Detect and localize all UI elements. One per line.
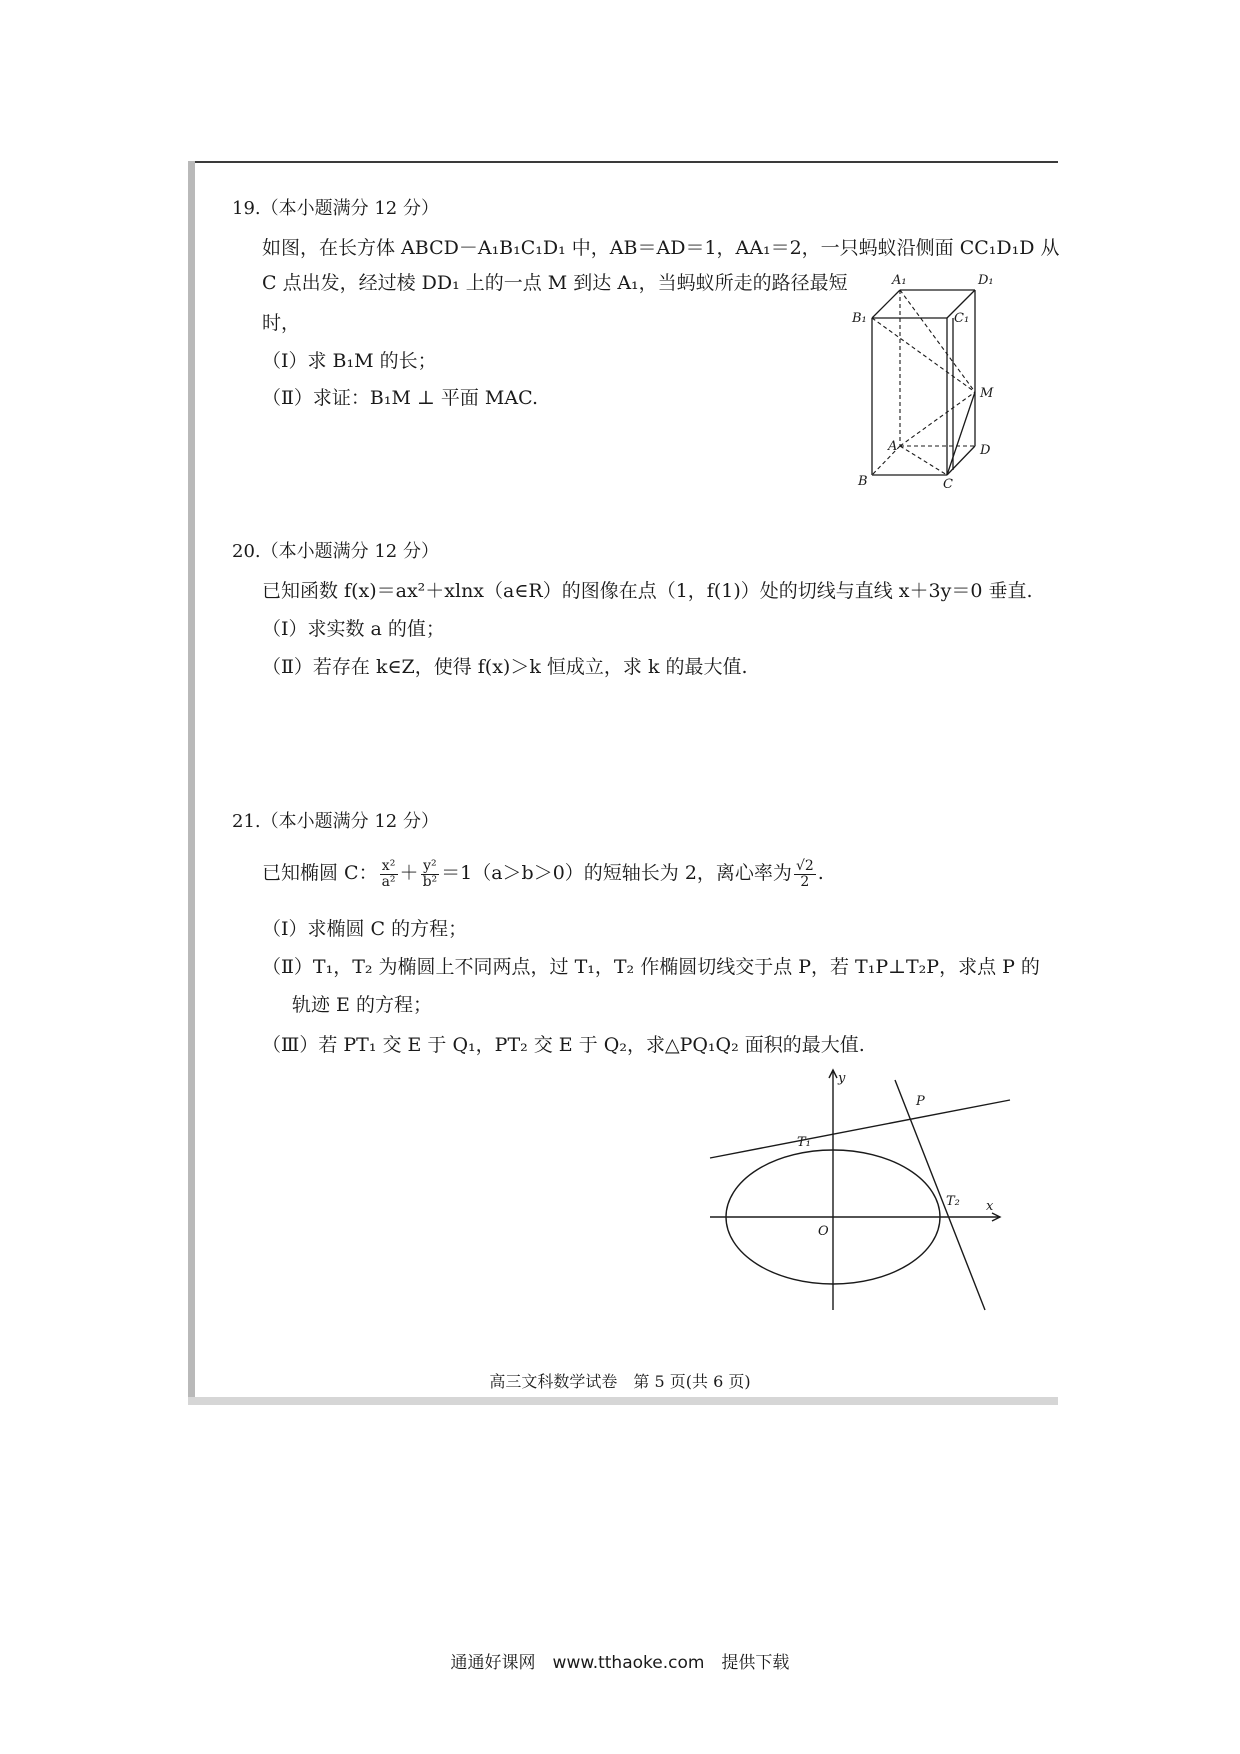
fraction-num: x²: [380, 859, 398, 875]
q19-text-line2: C 点出发，经过棱 DD₁ 上的一点 M 到达 A₁，当蚂蚁所走的路径最短: [262, 272, 848, 294]
cuboid-figure: [850, 270, 1010, 490]
q21-part1: （Ⅰ）求椭圆 C 的方程；: [262, 918, 468, 940]
label-y-axis: y: [838, 1071, 846, 1086]
q21-line1-middle: ＝1（a＞b＞0）的短轴长为 2，离心率为: [441, 862, 792, 884]
q19-header: 19.（本小题满分 12 分）: [232, 198, 439, 219]
fraction-sqrt2-2: [794, 859, 816, 890]
fraction-num: √2: [795, 857, 814, 874]
label-origin: O: [818, 1224, 829, 1239]
q21-part2-line1: （Ⅱ）T₁，T₂ 为椭圆上不同两点，过 T₁，T₂ 作椭圆切线交于点 P，若 T₁P⊥T₂P，求点 P 的: [262, 956, 1040, 978]
fraction-den: b²: [422, 873, 438, 890]
label-B: B: [858, 474, 868, 489]
fraction-num: y²: [421, 859, 440, 875]
label-P: P: [916, 1094, 925, 1109]
source-watermark: 通通好课网 www.tthaoke.com 提供下载: [450, 1653, 790, 1673]
fraction-x2-a2: [380, 859, 398, 890]
q19-part1: （Ⅰ）求 B₁M 的长；: [262, 350, 437, 372]
page-footer: 高三文科数学试卷 第 5 页(共 6 页): [489, 1372, 751, 1391]
label-D: D: [980, 443, 991, 458]
fraction-den: 2: [800, 873, 810, 890]
plus-sign: ＋: [399, 862, 419, 884]
fraction-den: a²: [381, 873, 396, 890]
q20-part1: （Ⅰ）求实数 a 的值；: [262, 618, 445, 640]
label-M: M: [980, 386, 994, 401]
q19-part2: （Ⅱ）求证：B₁M ⊥ 平面 MAC.: [262, 387, 539, 409]
q19-text-line3: 时，: [262, 312, 301, 334]
q20-header: 20.（本小题满分 12 分）: [232, 541, 439, 562]
q19-text-line1: 如图，在长方体 ABCD－A₁B₁C₁D₁ 中，AB＝AD＝1，AA₁＝2，一只蚂蚁沿侧面 CC₁D₁D 从: [262, 237, 1060, 259]
label-A1: A₁: [892, 273, 907, 288]
label-D1: D₁: [978, 273, 994, 288]
q21-part2-line2: 轨迹 E 的方程；: [292, 994, 432, 1016]
label-B1: B₁: [852, 311, 867, 326]
label-C: C: [943, 477, 953, 490]
q21-line1-prefix: 已知椭圆 C：: [262, 862, 378, 884]
label-C1: C₁: [954, 311, 970, 326]
label-T1: T₁: [797, 1135, 811, 1150]
label-x-axis: x: [986, 1199, 994, 1214]
q20-text-line1: 已知函数 f(x)＝ax²＋xlnx（a∈R）的图像在点（1，f(1)）处的切线与直线 x＋3y＝0 垂直.: [262, 580, 1033, 602]
page-left-edge: [188, 161, 195, 1403]
page-bottom-edge: [188, 1397, 1058, 1405]
q21-part3: （Ⅲ）若 PT₁ 交 E 于 Q₁，PT₂ 交 E 于 Q₂，求△PQ₁Q₂ 面积的最大值.: [262, 1034, 865, 1056]
label-T2: T₂: [946, 1194, 960, 1209]
q21-line1-end: .: [817, 862, 824, 884]
fraction-y2-b2: [421, 859, 440, 890]
q20-part2: （Ⅱ）若存在 k∈Z，使得 f(x)＞k 恒成立，求 k 的最大值.: [262, 656, 748, 678]
q21-header: 21.（本小题满分 12 分）: [232, 811, 439, 832]
label-A: A: [888, 439, 898, 454]
q21-text-line1: [262, 853, 824, 893]
ellipse-figure: [700, 1065, 1020, 1325]
